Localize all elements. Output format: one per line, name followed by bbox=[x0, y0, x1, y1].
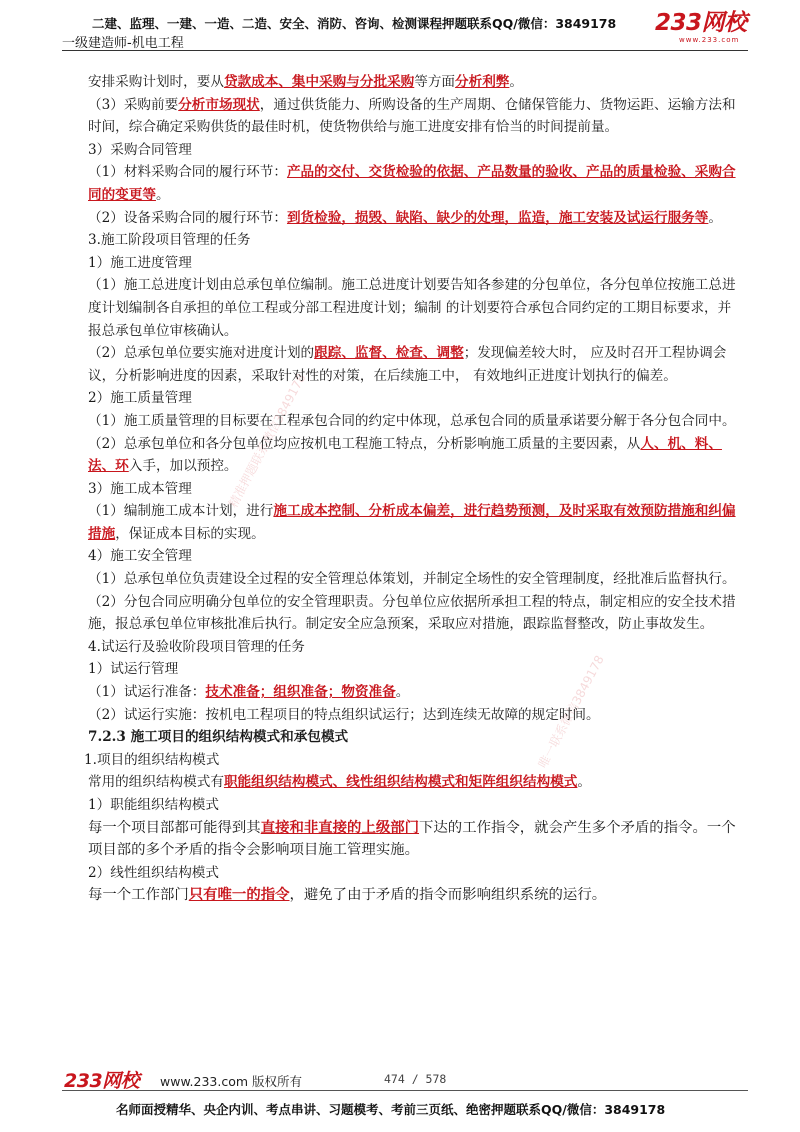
section-heading: 1.项目的组织结构模式 bbox=[84, 751, 220, 768]
paragraph: 每一个项目部都可能得到其直接和非直接的上级部门下达的工作指令，就会产生多个矛盾的指令。一个项目部的多个矛盾的指令会影响项目施工管理实施。 bbox=[88, 818, 736, 859]
paragraph: （3）采购前要分析市场现状，通过供货能力、所购设备的生产周期、仓储保管能力、货物运距、运输方法和时间，综合确定采购供货的最佳时机，使货物供给与施工进度安排有恰当的时间提前量。 bbox=[88, 96, 736, 136]
highlight: 直接和非直接的上级部门 bbox=[260, 818, 420, 836]
highlight: 职能组织结构模式、线性组织结构模式和矩阵组织结构模式 bbox=[223, 774, 578, 791]
section-heading: 3）施工成本管理 bbox=[88, 480, 192, 497]
paragraph: （2）设备采购合同的履行环节：到货检验，损毁、缺陷、缺少的处理，监造，施工安装及试运行服务等。 bbox=[88, 209, 722, 226]
paragraph: （1）总承包单位负责建设全过程的安全管理总体策划，并制定全场性的安全管理制度，经批准后监督执行。 bbox=[88, 571, 736, 588]
section-heading: 2）施工质量管理 bbox=[88, 390, 192, 407]
header-contact-line: 二建、监理、一建、一造、二造、安全、消防、咨询、检测课程押题联系QQ/微信：3849178 bbox=[92, 16, 617, 31]
logo-text: 233网校 bbox=[655, 10, 747, 36]
section-heading: 4）施工安全管理 bbox=[88, 548, 192, 565]
highlight: 贷款成本、集中采购与分批采购 bbox=[223, 74, 415, 90]
paragraph: （2）分包合同应明确分包单位的安全管理职责。分包单位应依据所承担工程的特点，制定相应的安全技术措施，报总承包单位审核批准后执行。制定安全应急预案，采取应对措施，跟踪监督整改，防止事故发生。 bbox=[88, 593, 736, 633]
highlight: 施工成本控制、分析成本偏差，进行趋势预测，及时采取有效预防措施和纠偏措施 bbox=[88, 503, 736, 542]
paragraph: 每一个工作部门只有唯一的指令，避免了由于矛盾的指令而影响组织系统的运行。 bbox=[88, 886, 607, 904]
section-title: 7.2.3 施工项目的组织结构模式和承包模式 bbox=[88, 729, 349, 746]
paragraph: （1）试运行准备：技术准备；组织准备；物资准备。 bbox=[88, 684, 410, 701]
page-header bbox=[0, 0, 800, 52]
paragraph: 常用的组织结构模式有职能组织结构模式、线性组织结构模式和矩阵组织结构模式。 bbox=[88, 774, 591, 791]
section-heading: 4.试运行及验收阶段项目管理的任务 bbox=[88, 638, 305, 655]
section-heading: 3.施工阶段项目管理的任务 bbox=[88, 232, 251, 249]
paragraph: （2）总承包单位和各分包单位均应按机电工程施工特点，分析影响施工质量的主要因素，从人、机、料、法、环入手，加以预控。 bbox=[88, 435, 722, 475]
footer-copyright: www.233.com 版权所有 bbox=[160, 1074, 302, 1089]
page-number: 474 / 578 bbox=[384, 1072, 447, 1086]
site-logo bbox=[655, 10, 750, 46]
paragraph: 安排采购计划时，要从贷款成本、集中采购与分批采购等方面分析利弊。 bbox=[88, 74, 523, 90]
highlight: 到货检验，损毁、缺陷、缺少的处理，监造，施工安装及试运行服务等 bbox=[286, 209, 709, 226]
section-heading: 3）采购合同管理 bbox=[88, 141, 192, 158]
paragraph: （2）总承包单位要实施对进度计划的跟踪、监督、检查、调整；发现偏差较大时， 应及时召开工程协调会议，分析影响进度的因素，采取针对性的对策，在后续施工中， 有效地纠正进度计划执行的偏差。 bbox=[88, 345, 727, 384]
paragraph: （2）试运行实施：按机电工程项目的特点组织试运行；达到连续无故障的规定时间。 bbox=[88, 706, 600, 723]
paragraph: （1）施工质量管理的目标要在工程承包合同的约定中体现，总承包合同的质量承诺要分解于各分包合同中。 bbox=[88, 412, 736, 429]
highlight: 只有唯一的指令 bbox=[188, 886, 290, 904]
section-heading: 1）职能组织结构模式 bbox=[88, 797, 219, 813]
paragraph: （1）材料采购合同的履行环节：产品的交付、交货检验的依据、产品数量的验收、产品的质量检验、采购合同的变更等。 bbox=[88, 164, 736, 203]
section-heading: 1）施工进度管理 bbox=[88, 254, 192, 271]
paragraph: （1）编制施工成本计划，进行施工成本控制、分析成本偏差，进行趋势预测，及时采取有效预防措施和纠偏措施，保证成本目标的实现。 bbox=[88, 503, 736, 542]
section-heading: 2）线性组织结构模式 bbox=[88, 864, 219, 881]
header-subject: 一级建造师-机电工程 bbox=[62, 36, 184, 51]
highlight: 产品的交付、交货检验的依据、产品数量的验收、产品的质量检验、采购合同的变更等 bbox=[88, 164, 736, 203]
document-body bbox=[84, 71, 744, 907]
paragraph: （1）施工总进度计划由总承包单位编制。施工总进度计划要告知各参建的分包单位，各分包单位按施工总进度计划编制各自承担的单位工程或分部工程进度计划；编制 的计划要符合承包合同约定的工期目标要求，并报总承包单位审核确认。 bbox=[88, 277, 736, 339]
highlight: 跟踪、监督、检查、调整 bbox=[314, 345, 464, 362]
watermark-2: 唯一联系微信3849178 bbox=[535, 653, 607, 771]
highlight: 人、机、料、法、环 bbox=[88, 435, 722, 475]
footer-promo-line: 名师面授精华、央企内训、考点串讲、习题模考、考前三页纸、绝密押题联系QQ/微信：3849178 bbox=[116, 1102, 666, 1117]
highlight: 技术准备；组织准备；物资准备 bbox=[205, 684, 396, 701]
footer-logo: 233网校 bbox=[64, 1070, 140, 1092]
highlight: 分析市场现状 bbox=[178, 96, 260, 113]
highlight: 分析利弊 bbox=[455, 74, 510, 90]
footer-divider bbox=[62, 1090, 748, 1091]
logo-url: www.233.com bbox=[679, 36, 740, 44]
header-divider bbox=[62, 50, 748, 51]
watermark-1: 精准押题联系微信3849178 bbox=[225, 371, 309, 511]
section-heading: 1）试运行管理 bbox=[88, 661, 179, 678]
